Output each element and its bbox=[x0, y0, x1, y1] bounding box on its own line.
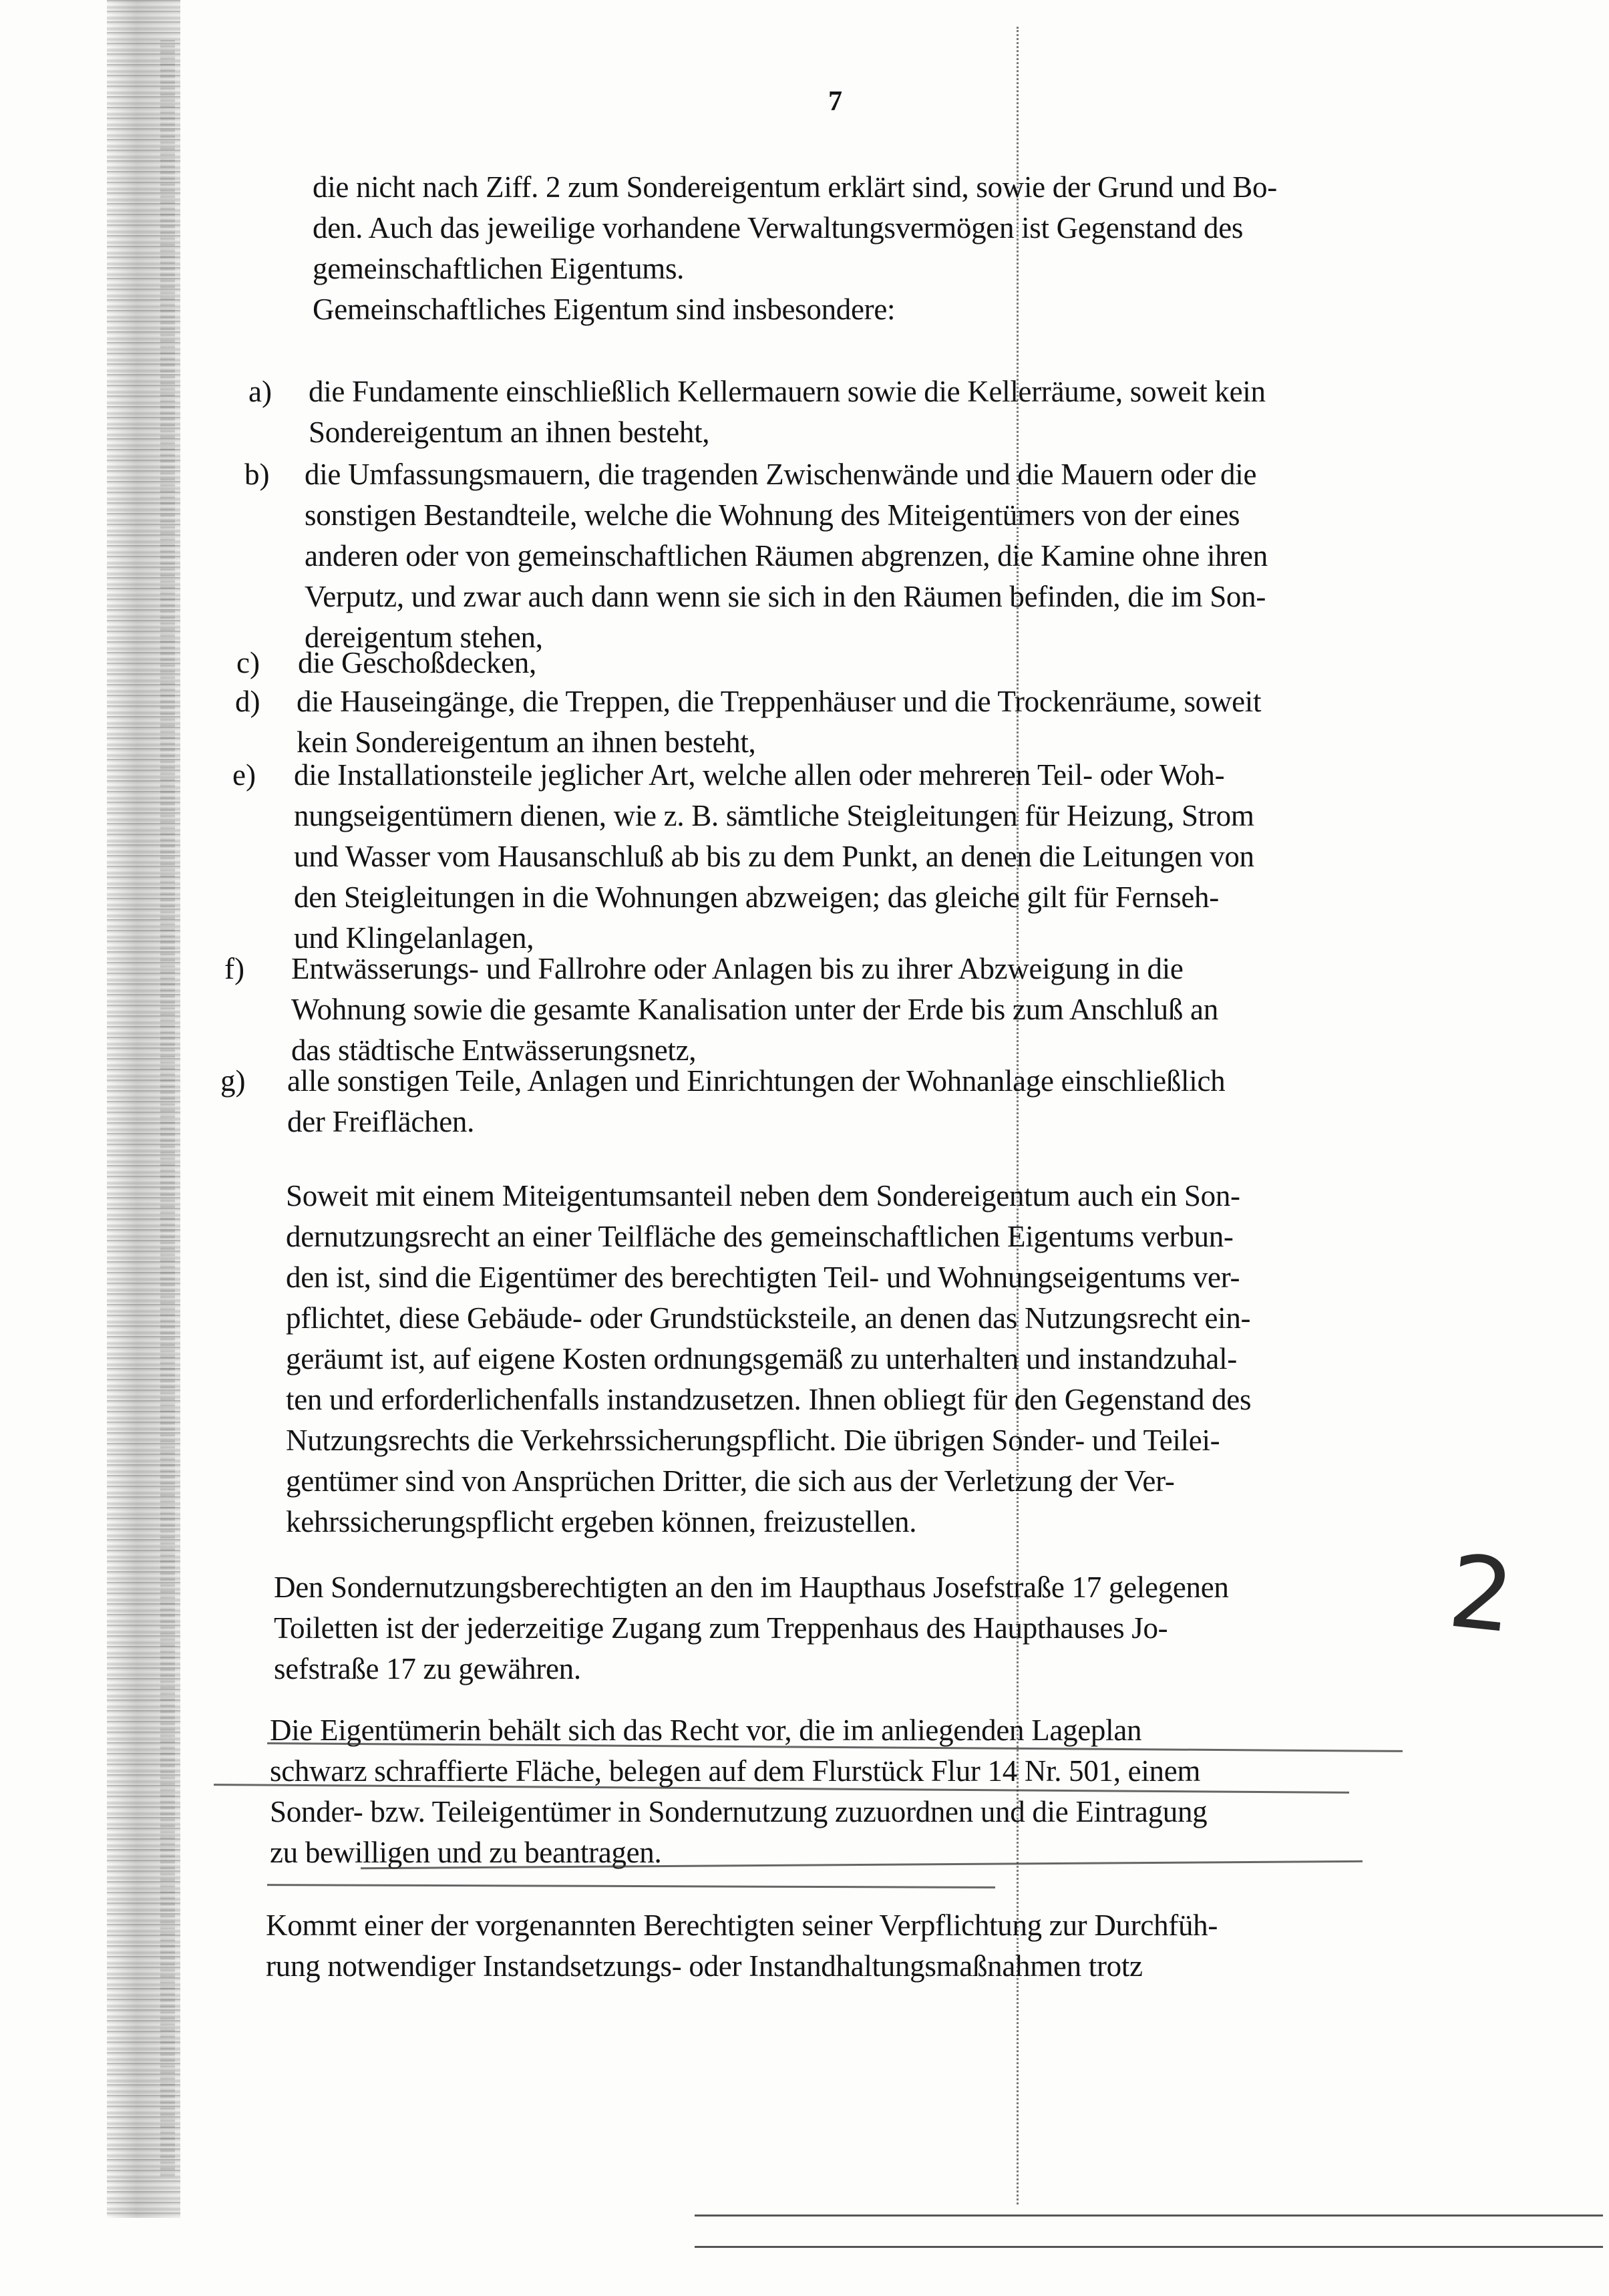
list-item-line: Wohnung sowie die gesamte Kanalisation unter der Erde bis zum Anschluß an bbox=[291, 993, 1218, 1026]
list-item-line: Sondereigentum an ihnen besteht, bbox=[309, 416, 710, 449]
paragraph-line: Nutzungsrechts die Verkehrssicherungspflicht. Die übrigen Sonder- und Teilei- bbox=[286, 1424, 1220, 1457]
list-item-line: die Umfassungsmauern, die tragenden Zwischenwände und die Mauern oder die bbox=[305, 458, 1257, 491]
paragraph-line: kehrssicherungspflicht ergeben können, freizustellen. bbox=[286, 1505, 917, 1538]
paragraph-line: zu bewilligen und zu beantragen. bbox=[270, 1836, 662, 1869]
list-item-line: dereigentum stehen, bbox=[305, 621, 543, 654]
paragraph-line: sefstraße 17 zu gewähren. bbox=[274, 1652, 581, 1685]
paragraph-line: gentümer sind von Ansprüchen Dritter, die sich aus der Verletzung der Ver- bbox=[286, 1464, 1175, 1498]
paragraph-line: Den Sondernutzungsberechtigten an den im Haupthaus Josefstraße 17 gelegenen bbox=[274, 1571, 1229, 1604]
intro-line: gemeinschaftlichen Eigentums. bbox=[313, 252, 685, 285]
list-item-f bbox=[291, 949, 1218, 1071]
intro-line: den. Auch das jeweilige vorhandene Verwaltungsvermögen ist Gegenstand des bbox=[313, 211, 1244, 244]
list-item-line: das städtische Entwässerungsnetz, bbox=[291, 1033, 697, 1067]
list-item-line: die Geschoßdecken, bbox=[298, 646, 536, 679]
paragraph-line: schwarz schraffierte Fläche, belegen auf dem Flurstück Flur 14 Nr. 501, einem bbox=[270, 1754, 1201, 1788]
list-item-line: kein Sondereigentum an ihnen besteht, bbox=[297, 725, 756, 759]
list-item-line: anderen oder von gemeinschaftlichen Räumen abgrenzen, die Kamine ohne ihren bbox=[305, 539, 1268, 572]
list-item-line: Verputz, und zwar auch dann wenn sie sich in den Räumen befinden, die im Son- bbox=[305, 580, 1266, 613]
paragraph-line: den ist, sind die Eigentümer des berechtigten Teil- und Wohnungseigentums ver- bbox=[286, 1261, 1240, 1294]
list-label-d: d) bbox=[235, 685, 260, 718]
paragraph-line: Toiletten ist der jederzeitige Zugang zum Treppenhaus des Haupthauses Jo- bbox=[274, 1611, 1168, 1645]
list-item-line: und Wasser vom Hausanschluß ab bis zu dem Punkt, an denen die Leitungen von bbox=[294, 840, 1254, 873]
paragraph-line: dernutzungsrecht an einer Teilfläche des gemeinschaftlichen Eigentums verbun- bbox=[286, 1220, 1234, 1253]
paragraph-line: rung notwendiger Instandsetzungs- oder Instandhaltungsmaßnahmen trotz bbox=[266, 1949, 1143, 1983]
paragraph-line: Die Eigentümerin behält sich das Recht vor, die im anliegenden Lageplan bbox=[270, 1713, 1142, 1747]
paragraph-line: Soweit mit einem Miteigentumsanteil neben dem Sondereigentum auch ein Son- bbox=[286, 1179, 1240, 1212]
bottom-rule bbox=[695, 2215, 1603, 2217]
list-item-line: der Freiflächen. bbox=[287, 1105, 475, 1138]
list-label-e: e) bbox=[232, 758, 256, 792]
paragraph-line: Sonder- bzw. Teileigentümer in Sondernutzung zuzuordnen und die Eintragung bbox=[270, 1795, 1208, 1828]
list-item-line: den Steigleitungen in die Wohnungen abzweigen; das gleiche gilt für Fernseh- bbox=[294, 880, 1219, 914]
list-item-g bbox=[287, 1061, 1225, 1142]
list-item-line: die Hauseingänge, die Treppen, die Treppenhäuser und die Trockenräume, soweit bbox=[297, 685, 1262, 718]
bottom-rule bbox=[695, 2246, 1603, 2248]
paragraph-sondernutzung bbox=[286, 1176, 1251, 1542]
paragraph-eigentuemerin bbox=[270, 1710, 1207, 1873]
list-item-e bbox=[294, 755, 1254, 959]
paragraph-line: pflichtet, diese Gebäude- oder Grundstücksteile, an denen das Nutzungsrecht ein- bbox=[286, 1301, 1251, 1335]
list-item-line: und Klingelanlagen, bbox=[294, 921, 534, 955]
list-label-a: a) bbox=[248, 375, 272, 408]
intro-line: die nicht nach Ziff. 2 zum Sondereigentum erklärt sind, sowie der Grund und Bo- bbox=[313, 170, 1277, 204]
list-item-line: sonstigen Bestandteile, welche die Wohnung des Miteigentümers von der eines bbox=[305, 498, 1240, 532]
list-item-line: die Installationsteile jeglicher Art, welche allen oder mehreren Teil- oder Woh- bbox=[294, 758, 1225, 792]
list-item-line: die Fundamente einschließlich Kellermauern sowie die Kellerräume, soweit kein bbox=[309, 375, 1266, 408]
list-item-c bbox=[298, 643, 536, 683]
intro-lead: Gemeinschaftliches Eigentum sind insbesondere: bbox=[313, 293, 896, 326]
paragraph-line: Kommt einer der vorgenannten Berechtigten seiner Verpflichtung zur Durchfüh- bbox=[266, 1909, 1218, 1942]
handwritten-margin-mark: 2 bbox=[1443, 1533, 1519, 1656]
list-item-a bbox=[309, 371, 1266, 453]
paragraph-line: ten und erforderlichenfalls instandzusetzen. Ihnen obliegt für den Gegenstand des bbox=[286, 1383, 1252, 1416]
handwritten-strike-line bbox=[267, 1884, 995, 1889]
page-number: 7 bbox=[828, 86, 842, 117]
paragraph-kommt bbox=[266, 1905, 1218, 1987]
list-item-line: Entwässerungs- und Fallrohre oder Anlagen bis zu ihrer Abzweigung in die bbox=[291, 952, 1184, 985]
paragraph-line: geräumt ist, auf eigene Kosten ordnungsgemäß zu unterhalten und instandzuhal- bbox=[286, 1342, 1237, 1375]
paragraph-toiletten bbox=[274, 1567, 1229, 1689]
list-label-c: c) bbox=[236, 646, 260, 679]
scan-edge-artifact-inner bbox=[160, 40, 175, 2178]
list-item-line: alle sonstigen Teile, Anlagen und Einrichtungen der Wohnanlage einschließlich bbox=[287, 1064, 1226, 1098]
list-item-d bbox=[297, 681, 1261, 763]
list-label-g: g) bbox=[220, 1064, 246, 1098]
list-item-line: nungseigentümern dienen, wie z. B. sämtliche Steigleitungen für Heizung, Strom bbox=[294, 799, 1254, 832]
intro-block bbox=[313, 167, 1277, 330]
list-item-b bbox=[305, 454, 1268, 658]
list-label-b: b) bbox=[244, 458, 270, 491]
list-label-f: f) bbox=[224, 952, 244, 985]
